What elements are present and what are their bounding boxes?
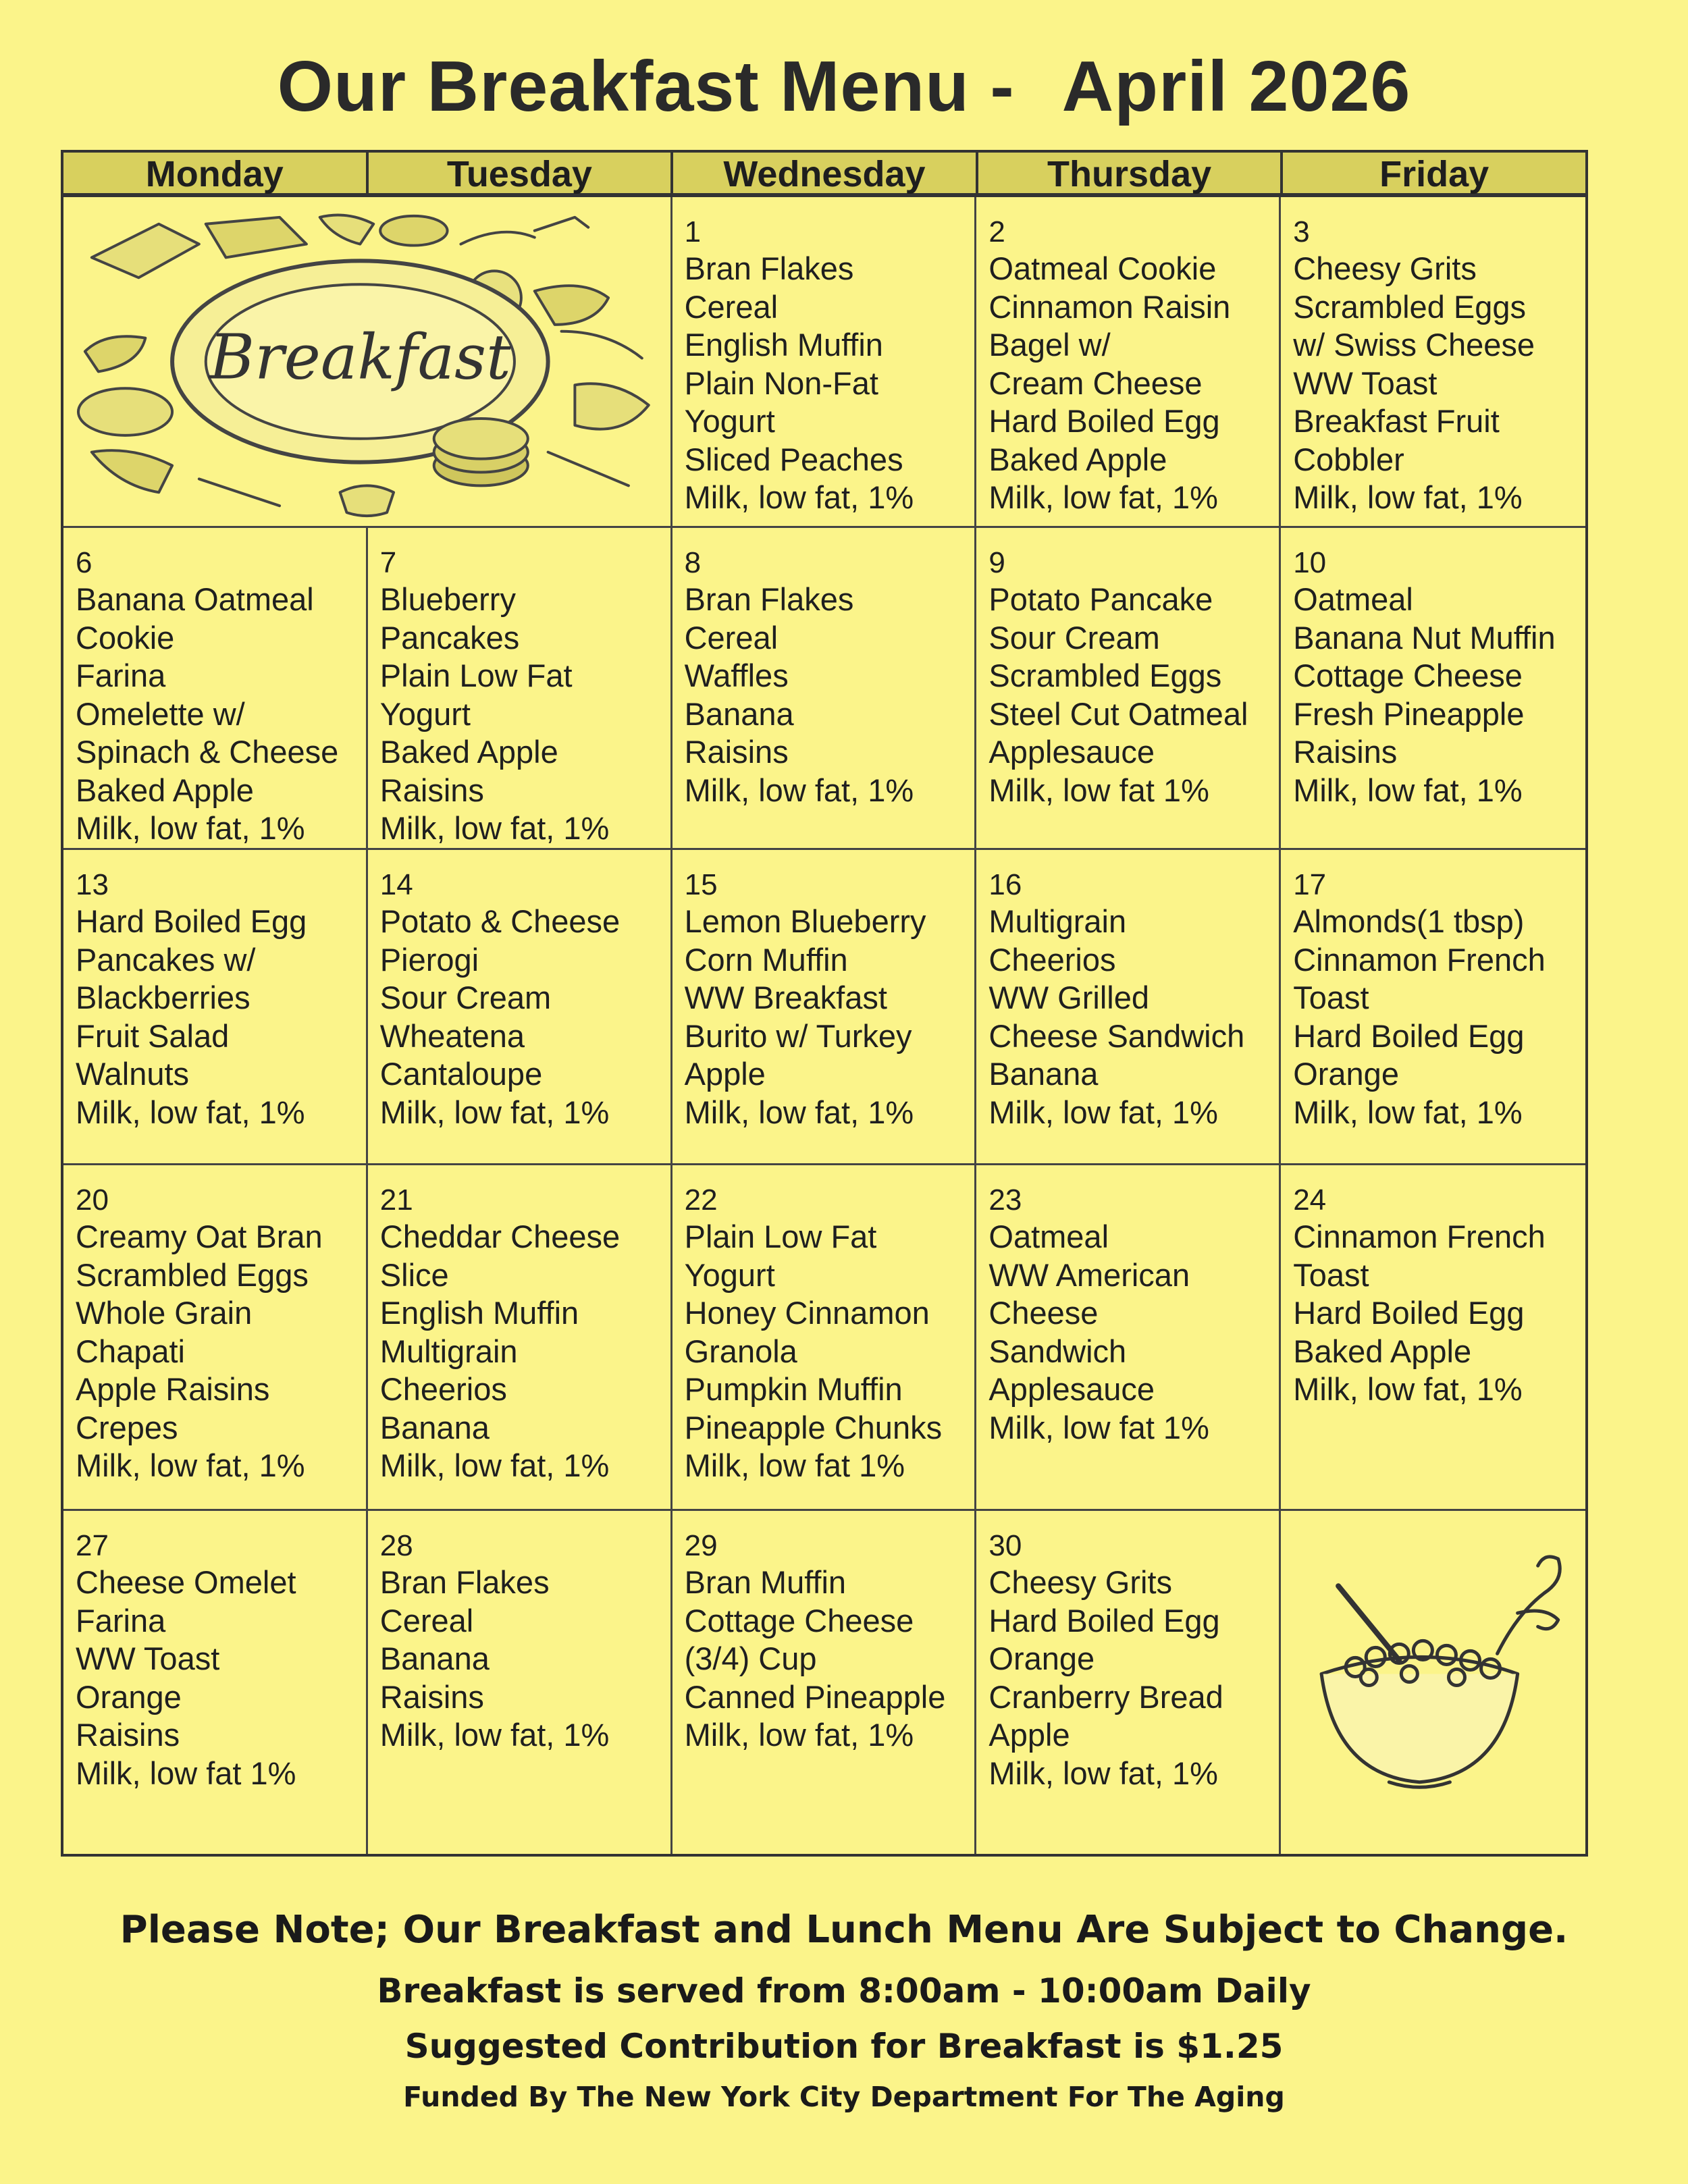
menu-item: Yogurt: [379, 695, 471, 732]
day-number: 24: [1293, 1183, 1327, 1217]
day-cell-wednesday: [672, 850, 977, 1165]
menu-item: Plain Low Fat: [684, 1219, 877, 1254]
menu-item: Farina: [76, 1602, 166, 1639]
menu-item: Hard Boiled Egg: [988, 1602, 1220, 1639]
day-cell-tuesday: [368, 850, 672, 1165]
menu-item: Honey Cinnamon: [684, 1295, 930, 1331]
menu-item: Milk, low fat, 1%: [379, 1717, 610, 1753]
menu-item: Cereal: [379, 1602, 474, 1639]
menu-item: Cinnamon Raisin: [988, 288, 1231, 325]
menu-item: Milk, low fat, 1%: [1293, 479, 1523, 515]
menu-item: Bran Flakes: [379, 1564, 550, 1600]
menu-item: w/ Swiss Cheese: [1293, 327, 1535, 363]
menu-item: Cereal: [684, 288, 779, 325]
menu-item: Cereal: [684, 619, 779, 656]
menu-item: Canned Pineapple: [684, 1678, 946, 1715]
menu-item: Milk, low fat, 1%: [988, 1755, 1218, 1791]
day-cell-monday: [63, 850, 368, 1165]
menu-item: Apple: [684, 1056, 766, 1092]
weekday-friday: Friday: [1379, 154, 1489, 194]
menu-item: Milk, low fat, 1%: [76, 1447, 305, 1483]
menu-item: Fresh Pineapple: [1293, 695, 1525, 732]
page-title: [0, 46, 1688, 128]
day-number: 1: [684, 215, 702, 248]
menu-item: Milk, low fat, 1%: [76, 1094, 305, 1130]
menu-item: Fruit Salad: [76, 1017, 230, 1054]
menu-item: Granola: [684, 1333, 797, 1369]
day-cell-friday: [1281, 197, 1585, 528]
day-number: 2: [988, 215, 1005, 248]
menu-item: Oatmeal Cookie: [988, 250, 1217, 286]
menu-item: Cottage Cheese: [684, 1602, 914, 1639]
menu-item: Milk, low fat, 1%: [684, 1094, 914, 1130]
menu-item: Orange: [76, 1678, 182, 1715]
menu-item: Cheddar Cheese: [379, 1219, 621, 1254]
day-cell-wednesday: [672, 528, 977, 850]
day-number: 3: [1293, 215, 1310, 248]
menu-item: Potato & Cheese: [379, 903, 621, 939]
menu-item: Farina: [76, 658, 166, 693]
menu-item: Yogurt: [684, 403, 775, 439]
menu-item: Cheese: [988, 1295, 1099, 1331]
day-cell-wednesday: [672, 1511, 977, 1854]
menu-item: Bran Flakes: [684, 581, 854, 617]
menu-item: Scrambled Eggs: [988, 658, 1222, 693]
day-number: 14: [379, 868, 413, 901]
menu-item: Waffles: [684, 658, 789, 693]
menu-item: Pancakes: [379, 619, 520, 656]
menu-item: Bagel w/: [988, 327, 1111, 363]
menu-item: Yogurt: [684, 1256, 775, 1293]
weekday-monday: Monday: [63, 153, 369, 193]
funding-note: Funded By The New York City Department For The Aging: [403, 2081, 1285, 2113]
menu-item: Milk, low fat, 1%: [988, 1094, 1218, 1130]
menu-item: WW Toast: [1293, 365, 1438, 401]
menu-item: Milk, low fat 1%: [988, 1409, 1209, 1445]
day-number: 30: [988, 1529, 1022, 1562]
menu-item: Crepes: [76, 1409, 178, 1445]
menu-item: Potato Pancake: [988, 581, 1213, 617]
menu-item: English Muffin: [684, 327, 883, 363]
menu-item: Milk, low fat 1%: [76, 1755, 296, 1791]
menu-item: Milk, low fat 1%: [684, 1447, 905, 1483]
menu-item: Baked Apple: [988, 441, 1167, 477]
menu-item: Scrambled Eggs: [1293, 288, 1527, 325]
cereal-bowl-icon: [1281, 1511, 1585, 1854]
menu-item: Oatmeal: [1293, 581, 1413, 617]
menu-item: Wheatena: [379, 1017, 525, 1054]
menu-item: Apple Raisins: [76, 1371, 270, 1407]
menu-item: Creamy Oat Bran: [76, 1219, 323, 1254]
menu-item: Burito w/ Turkey: [684, 1017, 912, 1054]
day-cell-thursday: [976, 850, 1281, 1165]
menu-item: Pierogi: [379, 941, 479, 978]
menu-item: WW American: [988, 1256, 1190, 1293]
menu-item: Milk, low fat, 1%: [684, 772, 914, 808]
menu-item: Oatmeal: [988, 1219, 1109, 1254]
menu-item: Omelette w/: [76, 695, 245, 732]
menu-item: Cookie: [76, 619, 175, 656]
day-cell-tuesday: [368, 1511, 672, 1854]
menu-item: Pineapple Chunks: [684, 1409, 943, 1445]
day-number: 8: [684, 546, 702, 579]
breakfast-illustration: [63, 197, 670, 526]
breakfast-image-cell: [63, 197, 672, 528]
weekday-thursday: Thursday: [978, 153, 1284, 193]
menu-item: Hard Boiled Egg: [1293, 1295, 1525, 1331]
menu-item: Raisins: [76, 1717, 180, 1753]
breakfast-illustration-label: Breakfast: [209, 321, 511, 394]
menu-item: WW Toast: [76, 1641, 220, 1676]
day-cell-tuesday: [368, 1165, 672, 1511]
menu-item: Applesauce: [988, 734, 1155, 770]
menu-item: Orange: [988, 1641, 1095, 1676]
menu-item: Chapati: [76, 1333, 185, 1369]
menu-item: Sour Cream: [988, 619, 1160, 656]
menu-item: Milk, low fat, 1%: [379, 1094, 610, 1130]
menu-item: Spinach & Cheese: [76, 734, 339, 770]
day-number: 21: [379, 1183, 413, 1217]
menu-item: Bran Flakes: [684, 250, 854, 286]
calendar-grid: [61, 194, 1588, 1857]
menu-item: Hard Boiled Egg: [76, 903, 307, 939]
menu-item: Pancakes w/: [76, 941, 256, 978]
menu-item: Banana Oatmeal: [76, 581, 314, 617]
suggested-contribution: Suggested Contribution for Breakfast is $1.25: [404, 2027, 1284, 2066]
menu-item: Cheese Sandwich: [988, 1017, 1245, 1054]
menu-item: Bran Muffin: [684, 1564, 847, 1600]
menu-item: Pumpkin Muffin: [684, 1371, 903, 1407]
menu-item: Raisins: [1293, 734, 1398, 770]
menu-item: Multigrain: [988, 903, 1127, 939]
title-month: April 2026: [1061, 47, 1411, 126]
menu-item: Banana: [988, 1056, 1099, 1092]
menu-item: Sour Cream: [379, 980, 552, 1015]
day-cell-thursday: [976, 1165, 1281, 1511]
menu-item: Walnuts: [76, 1056, 190, 1092]
day-number: 20: [76, 1183, 109, 1217]
menu-item: Almonds(1 tbsp): [1293, 903, 1525, 939]
menu-item: Milk, low fat, 1%: [379, 1447, 610, 1483]
menu-item: Baked Apple: [1293, 1333, 1472, 1369]
menu-item: Corn Muffin: [684, 941, 848, 978]
day-cell-tuesday: [368, 528, 672, 850]
menu-item: Scrambled Eggs: [76, 1256, 309, 1293]
menu-change-note: Please Note; Our Breakfast and Lunch Menu Are Subject to Change.: [120, 1908, 1568, 1952]
menu-item: Cheerios: [988, 941, 1116, 978]
menu-item: WW Breakfast: [684, 980, 887, 1015]
day-number: 29: [684, 1529, 718, 1562]
menu-item: Banana Nut Muffin: [1293, 619, 1556, 656]
menu-item: Multigrain: [379, 1333, 518, 1369]
day-number: 13: [76, 868, 109, 901]
menu-item: Cinnamon French: [1293, 1219, 1546, 1254]
day-cell-monday: [63, 528, 368, 850]
menu-item: Sandwich: [988, 1333, 1127, 1369]
menu-item: WW Grilled: [988, 980, 1149, 1015]
menu-item: Milk, low fat, 1%: [988, 479, 1218, 515]
day-number: 10: [1293, 546, 1327, 579]
day-number: 16: [988, 868, 1022, 901]
menu-item: Milk, low fat, 1%: [379, 810, 610, 846]
menu-item: Banana: [684, 695, 794, 732]
day-number: 27: [76, 1529, 109, 1562]
menu-item: Sliced Peaches: [684, 441, 903, 477]
menu-item: Milk, low fat, 1%: [1293, 1371, 1523, 1407]
menu-item: Baked Apple: [379, 734, 558, 770]
menu-item: English Muffin: [379, 1295, 579, 1331]
day-cell-wednesday: [672, 1165, 977, 1511]
menu-item: Baked Apple: [76, 772, 254, 808]
day-cell-wednesday: [672, 197, 977, 528]
menu-item: Cottage Cheese: [1293, 658, 1523, 693]
menu-item: Cantaloupe: [379, 1056, 543, 1092]
menu-item: Milk, low fat, 1%: [76, 810, 305, 846]
day-number: 23: [988, 1183, 1022, 1217]
day-cell-friday: [1281, 528, 1585, 850]
menu-item: Lemon Blueberry: [684, 903, 926, 939]
menu-item: Milk, low fat, 1%: [684, 1717, 914, 1753]
menu-item: Cream Cheese: [988, 365, 1203, 401]
menu-item: Banana: [379, 1409, 490, 1445]
menu-item: Breakfast Fruit: [1293, 403, 1500, 439]
menu-item: Blueberry: [379, 581, 516, 617]
menu-item: Cranberry Bread: [988, 1678, 1223, 1715]
menu-item: Plain Non-Fat: [684, 365, 878, 401]
menu-item: Whole Grain: [76, 1295, 253, 1331]
menu-item: Raisins: [379, 772, 484, 808]
menu-item: Banana: [379, 1641, 490, 1676]
menu-item: Slice: [379, 1256, 449, 1293]
day-number: 28: [379, 1529, 413, 1562]
menu-item: Milk, low fat, 1%: [684, 479, 914, 515]
day-cell-friday: [1281, 850, 1585, 1165]
day-cell-thursday: [976, 197, 1281, 528]
menu-item: Orange: [1293, 1056, 1399, 1092]
serving-hours: Breakfast is served from 8:00am - 10:00am Daily: [377, 1971, 1311, 2010]
menu-item: (3/4) Cup: [684, 1641, 817, 1676]
menu-item: Blackberries: [76, 980, 250, 1015]
title-menu: Our Breakfast Menu -: [277, 47, 1015, 126]
menu-item: Cheesy Grits: [988, 1564, 1173, 1600]
menu-item: Toast: [1293, 980, 1369, 1015]
menu-item: Milk, low fat 1%: [988, 772, 1209, 808]
menu-item: Hard Boiled Egg: [988, 403, 1220, 439]
menu-item: Apple: [988, 1717, 1070, 1753]
menu-item: Cinnamon French: [1293, 941, 1546, 978]
menu-item: Raisins: [684, 734, 789, 770]
day-number: 17: [1293, 868, 1327, 901]
day-number: 7: [379, 546, 397, 579]
menu-item: Milk, low fat, 1%: [1293, 1094, 1523, 1130]
menu-item: Cheese Omelet: [76, 1564, 296, 1600]
bowl-image-cell: [1281, 1511, 1585, 1854]
weekday-wednesday: Wednesday: [673, 153, 978, 193]
weekday-tuesday: Tuesday: [369, 153, 674, 193]
menu-item: Hard Boiled Egg: [1293, 1017, 1525, 1054]
day-cell-thursday: [976, 528, 1281, 850]
menu-item: Cobbler: [1293, 441, 1404, 477]
day-cell-thursday: [976, 1511, 1281, 1854]
day-cell-monday: [63, 1165, 368, 1511]
menu-item: Milk, low fat, 1%: [1293, 772, 1523, 808]
menu-item: Cheerios: [379, 1371, 507, 1407]
menu-item: Toast: [1293, 1256, 1369, 1293]
day-cell-friday: [1281, 1165, 1585, 1511]
day-number: 9: [988, 546, 1005, 579]
menu-item: Cheesy Grits: [1293, 250, 1477, 286]
day-cell-monday: [63, 1511, 368, 1854]
weekday-header: [61, 150, 1588, 196]
menu-item: Raisins: [379, 1678, 484, 1715]
day-number: 15: [684, 868, 718, 901]
menu-item: Steel Cut Oatmeal: [988, 695, 1248, 732]
menu-item: Applesauce: [988, 1371, 1155, 1407]
menu-item: Plain Low Fat: [379, 658, 573, 693]
day-number: 6: [76, 546, 93, 579]
day-number: 22: [684, 1183, 718, 1217]
